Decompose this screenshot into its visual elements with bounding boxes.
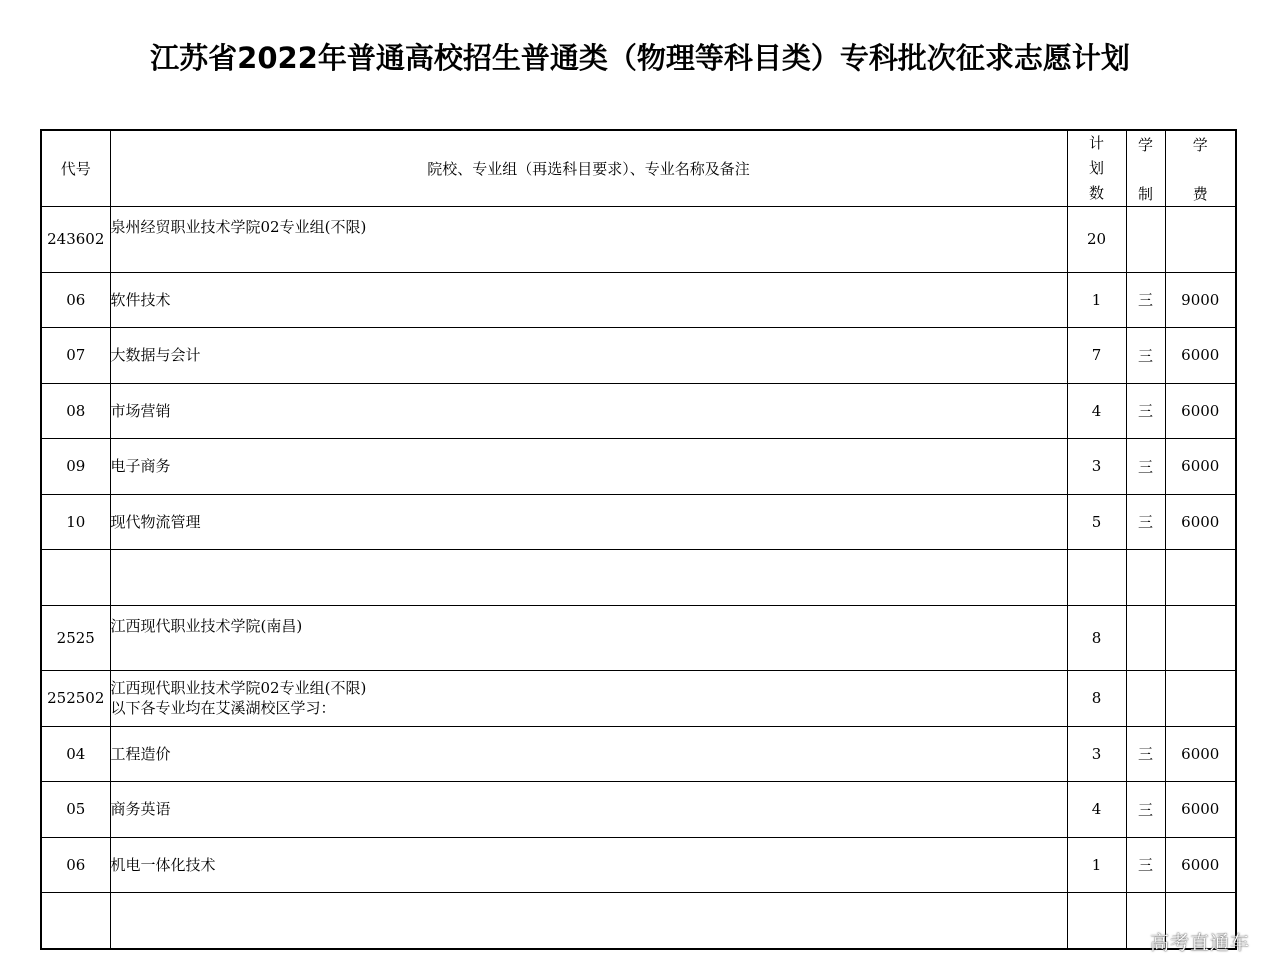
cell-name-note: 以下各专业均在艾溪湖校区学习： [110, 699, 336, 718]
cell-code: 07 [41, 328, 110, 384]
cell-fee: 6000 [1165, 494, 1236, 550]
cell-plan: 1 [1067, 272, 1126, 328]
header-plan [1067, 130, 1126, 207]
table-row [41, 550, 1236, 606]
cell-fee [1165, 605, 1236, 671]
cell-system: 三 [1126, 272, 1165, 328]
cell-system: 三 [1126, 383, 1165, 439]
cell-system: 三 [1126, 439, 1165, 495]
cell-name [110, 726, 1067, 782]
cell-name [110, 782, 1067, 838]
cell-fee: 9000 [1165, 272, 1236, 328]
cell-name [110, 383, 1067, 439]
cell-code [41, 550, 110, 606]
cell-name-line: 市场营销 [110, 401, 171, 420]
cell-code: 06 [41, 837, 110, 893]
header-plan-char-1: 计 [1088, 134, 1104, 152]
cell-plan: 4 [1067, 782, 1126, 838]
cell-code: 09 [41, 439, 110, 495]
table-row [41, 328, 1236, 384]
cell-code: 04 [41, 726, 110, 782]
watermark-text: 高考直通车 [1149, 932, 1250, 954]
cell-code: 05 [41, 782, 110, 838]
table-row [41, 605, 1236, 671]
cell-fee: 6000 [1165, 837, 1236, 893]
table-row [41, 207, 1236, 273]
cell-fee: 6000 [1165, 726, 1236, 782]
cell-name [110, 439, 1067, 495]
cell-plan: 5 [1067, 494, 1126, 550]
cell-plan [1067, 893, 1126, 949]
cell-fee: 6000 [1165, 328, 1236, 384]
page-title: 江苏省2022年普通高校招生普通类（物理等科目类）专科批次征求志愿计划 [150, 41, 1130, 75]
cell-name [110, 550, 1067, 606]
header-fee-top: 学 [1192, 136, 1208, 154]
cell-fee: 6000 [1165, 439, 1236, 495]
cell-fee: 6000 [1165, 383, 1236, 439]
cell-plan: 8 [1067, 605, 1126, 671]
cell-name-line: 现代物流管理 [110, 512, 201, 531]
cell-system: 三 [1126, 782, 1165, 838]
cell-name [110, 671, 1067, 727]
header-fee [1165, 130, 1236, 207]
cell-name [110, 494, 1067, 550]
cell-code: 252502 [41, 671, 110, 727]
cell-name [110, 605, 1067, 671]
cell-code: 2525 [41, 605, 110, 671]
cell-name-line: 江西现代职业技术学院(南昌) [110, 616, 303, 635]
table-row [41, 893, 1236, 949]
cell-plan: 20 [1067, 207, 1126, 273]
header-code: 代号 [41, 130, 110, 207]
cell-system [1126, 550, 1165, 606]
header-fee-bottom: 费 [1192, 185, 1208, 203]
cell-name-line: 软件技术 [110, 290, 171, 309]
cell-fee [1165, 671, 1236, 727]
cell-plan: 1 [1067, 837, 1126, 893]
cell-name [110, 837, 1067, 893]
cell-fee: 6000 [1165, 782, 1236, 838]
cell-system: 三 [1126, 726, 1165, 782]
cell-system: 三 [1126, 837, 1165, 893]
table-row [41, 439, 1236, 495]
table-row [41, 383, 1236, 439]
cell-system [1126, 671, 1165, 727]
table-header-row [41, 130, 1236, 207]
cell-name-line: 机电一体化技术 [110, 855, 216, 874]
cell-system [1126, 605, 1165, 671]
table-row [41, 671, 1236, 727]
cell-system [1126, 207, 1165, 273]
table-row [41, 272, 1236, 328]
header-name: 院校、专业组（再选科目要求）、专业名称及备注 [110, 130, 1067, 207]
cell-name [110, 893, 1067, 949]
enrollment-plan-table [40, 129, 1237, 950]
cell-plan: 8 [1067, 671, 1126, 727]
cell-code: 10 [41, 494, 110, 550]
table-row [41, 782, 1236, 838]
cell-code: 08 [41, 383, 110, 439]
cell-plan: 7 [1067, 328, 1126, 384]
cell-name [110, 207, 1067, 273]
cell-name-line: 电子商务 [110, 457, 171, 476]
header-system-top: 学 [1137, 136, 1153, 154]
cell-system: 三 [1126, 494, 1165, 550]
cell-name-line: 江西现代职业技术学院02专业组(不限) [110, 679, 367, 698]
cell-code [41, 893, 110, 949]
cell-plan [1067, 550, 1126, 606]
cell-name [110, 272, 1067, 328]
header-system [1126, 130, 1165, 207]
header-plan-char-3: 数 [1088, 184, 1104, 202]
cell-plan: 3 [1067, 439, 1126, 495]
cell-plan: 4 [1067, 383, 1126, 439]
cell-fee [1165, 550, 1236, 606]
cell-name-line: 商务英语 [110, 800, 171, 819]
cell-code: 243602 [41, 207, 110, 273]
cell-code: 06 [41, 272, 110, 328]
cell-name-line: 大数据与会计 [110, 346, 201, 365]
table-row [41, 837, 1236, 893]
cell-name-line: 工程造价 [110, 744, 171, 763]
cell-name-line: 泉州经贸职业技术学院02专业组(不限) [110, 218, 367, 236]
header-plan-char-2: 划 [1088, 159, 1104, 177]
cell-plan: 3 [1067, 726, 1126, 782]
header-system-bottom: 制 [1137, 185, 1153, 203]
table-row [41, 726, 1236, 782]
cell-name [110, 328, 1067, 384]
cell-system: 三 [1126, 328, 1165, 384]
cell-fee [1165, 207, 1236, 273]
table-row [41, 494, 1236, 550]
